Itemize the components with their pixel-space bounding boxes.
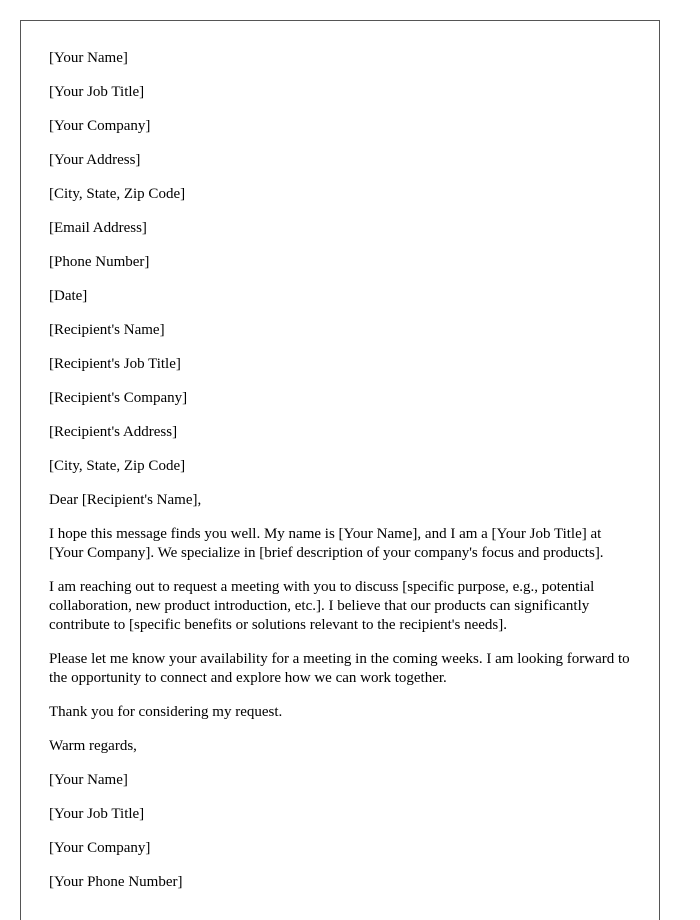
sender-email: [Email Address] (49, 220, 147, 236)
sender-city-state-zip: [City, State, Zip Code] (49, 186, 186, 202)
recipient-company: [Recipient's Company] (49, 390, 188, 406)
body-paragraph-availability: Please let me know your availability for a meeting in the coming weeks. I am looking forward to the opportunity to connect and explore how we can work together. (49, 651, 630, 686)
body-paragraph-request: I am reaching out to request a meeting with you to discuss [specific purpose, e.g., potential collaboration, new product introduction, etc.]. I believe that our products can significantly contribute to [specific benefits or solutions relevant to the recipient's needs]. (49, 579, 595, 633)
sender-company: [Your Company] (49, 118, 151, 134)
recipient-address: [Recipient's Address] (49, 424, 178, 440)
body-paragraph-intro: I hope this message finds you well. My name is [Your Name], and I am a [Your Job Title] at [Your Company]. We specialize in [brief description of your company's focus and products]. (49, 526, 604, 561)
sender-address: [Your Address] (49, 152, 141, 168)
signature-phone: [Your Phone Number] (49, 874, 183, 890)
sender-job-title: [Your Job Title] (49, 84, 145, 100)
recipient-name: [Recipient's Name] (49, 322, 165, 338)
letter-page (20, 20, 660, 920)
sender-phone: [Phone Number] (49, 254, 150, 270)
signature-name: [Your Name] (49, 772, 128, 788)
sender-name: [Your Name] (49, 50, 128, 66)
recipient-city-state-zip: [City, State, Zip Code] (49, 458, 186, 474)
recipient-job-title: [Recipient's Job Title] (49, 356, 181, 372)
signature-job-title: [Your Job Title] (49, 806, 145, 822)
body-paragraph-thanks: Thank you for considering my request. (49, 704, 283, 720)
closing: Warm regards, (49, 738, 137, 754)
signature-company: [Your Company] (49, 840, 151, 856)
letter-date: [Date] (49, 288, 88, 304)
salutation: Dear [Recipient's Name], (49, 492, 202, 508)
